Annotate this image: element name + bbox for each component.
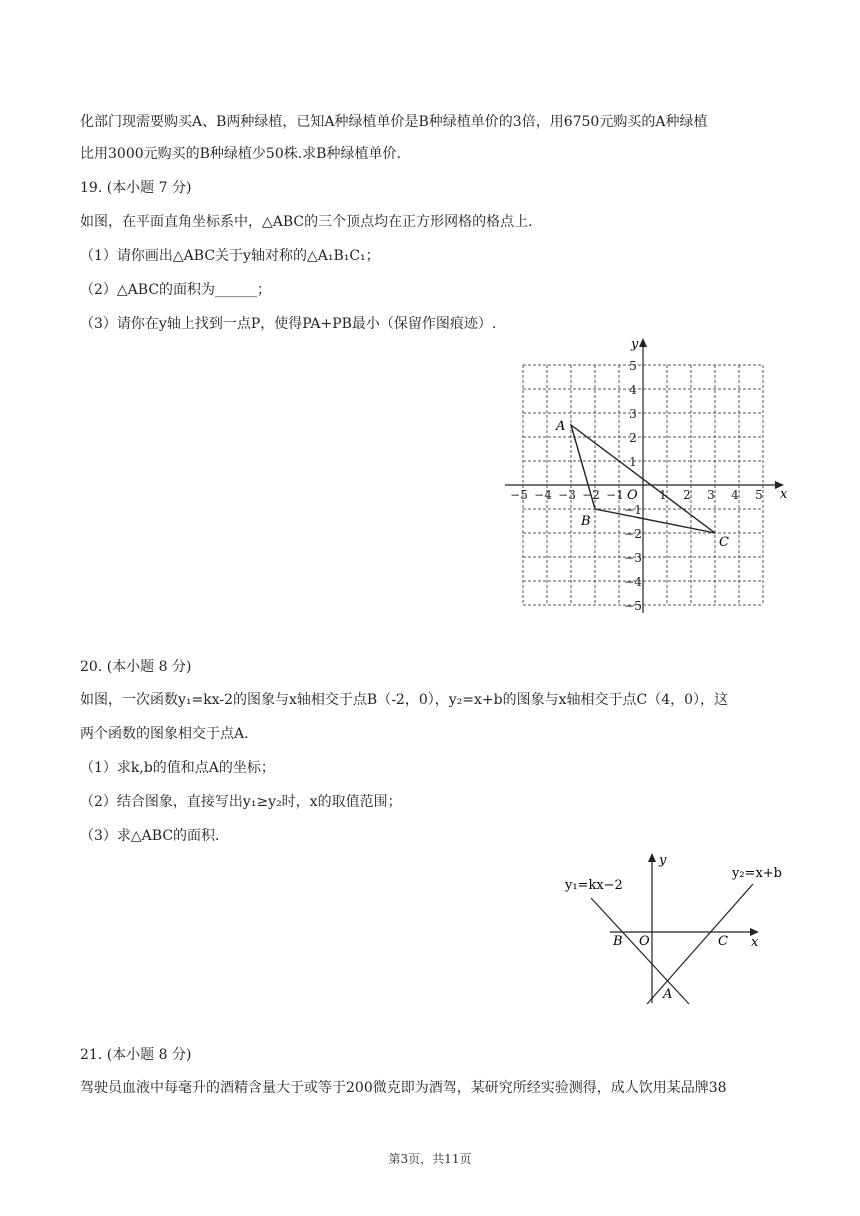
q19-part-1: （1）请你画出△ABC关于y轴对称的△A₁B₁C₁；: [80, 248, 380, 264]
y-tick: −2: [624, 527, 642, 541]
y-tick: 2: [629, 431, 637, 445]
x-tick: 3: [707, 488, 715, 502]
x-axis-label: x: [751, 935, 759, 950]
vertex-c-label: C: [719, 535, 729, 550]
line-y1: [591, 898, 689, 1004]
q20-line-2: 两个函数的图象相交于点A.: [80, 726, 249, 742]
q19-part-3: （3）请你在y轴上找到一点P，使得PA+PB最小（保留作图痕迹）.: [80, 316, 497, 332]
point-a-label: A: [663, 987, 673, 1002]
y-tick: −5: [624, 599, 642, 613]
line-y1-label: y₁=kx−2: [565, 878, 623, 893]
q19-title: 19. (本小题 7 分): [80, 180, 192, 196]
origin-label: O: [639, 934, 650, 949]
line-y2-label: y₂=x+b: [732, 866, 782, 881]
y-axis-label: y: [631, 338, 639, 352]
q20-line-1: 如图，一次函数y₁=kx-2的图象与x轴相交于点B（-2，0），y₂=x+b的图象与x轴相交于点C（4，0），这: [80, 692, 729, 708]
x-tick: −5: [510, 488, 528, 502]
x-tick: 1: [659, 488, 667, 502]
q19-intro: 如图，在平面直角坐标系中，△ABC的三个顶点均在正方形网格的格点上.: [80, 214, 533, 230]
vertex-a-label: A: [556, 419, 566, 434]
x-tick: 2: [683, 488, 691, 502]
q18-line-1: 化部门现需要购买A、B两种绿植，已知A种绿植单价是B种绿植单价的3倍，用6750元购买的A种绿植: [80, 114, 708, 130]
q20-part-1: （1）求k,b的值和点A的坐标；: [80, 760, 275, 776]
q20-part-2: （2）结合图象，直接写出y₁≥y₂时，x的取值范围；: [80, 794, 402, 810]
x-tick: −2: [582, 488, 600, 502]
y-tick: 1: [629, 455, 637, 469]
q21-line-1: 驾驶员血液中每毫升的酒精含量大于或等于200微克即为酒驾，某研究所经实验测得，成人饮用某品牌38: [80, 1080, 727, 1096]
q20-title: 20. (本小题 8 分): [80, 659, 192, 675]
y-axis-arrow-icon: [639, 338, 647, 347]
figure-20-linear-functions: [555, 848, 800, 1008]
point-c-label: C: [718, 934, 728, 949]
x-axis-label: x: [780, 487, 788, 502]
y-tick: 3: [629, 407, 637, 421]
point-b-label: B: [613, 934, 623, 949]
y-tick: 5: [629, 359, 637, 373]
q20-part-3: （3）求△ABC的面积.: [80, 828, 220, 844]
x-tick: −4: [534, 488, 552, 502]
y-tick: 4: [629, 383, 637, 397]
y-tick: −4: [624, 575, 642, 589]
q21-title: 21. (本小题 8 分): [80, 1047, 192, 1063]
vertex-b-label: B: [581, 514, 591, 529]
x-tick: 5: [755, 488, 763, 502]
x-tick: 4: [731, 488, 739, 502]
figure-19-coordinate-grid: [500, 338, 800, 623]
x-tick: −3: [558, 488, 576, 502]
y-axis-arrow-icon: [648, 853, 656, 862]
line-y2: [647, 884, 753, 1004]
q19-part-2: （2）△ABC的面积为______；: [80, 282, 272, 298]
origin-label: O: [627, 488, 638, 503]
y-axis-label: y: [659, 853, 667, 868]
page-footer: 第3页，共11页: [388, 1152, 472, 1166]
y-tick: −1: [624, 503, 642, 517]
y-tick: −3: [624, 551, 642, 565]
q18-line-2: 比用3000元购买的B种绿植少50株.求B种绿植单价.: [80, 146, 401, 162]
x-tick: −1: [606, 488, 624, 502]
